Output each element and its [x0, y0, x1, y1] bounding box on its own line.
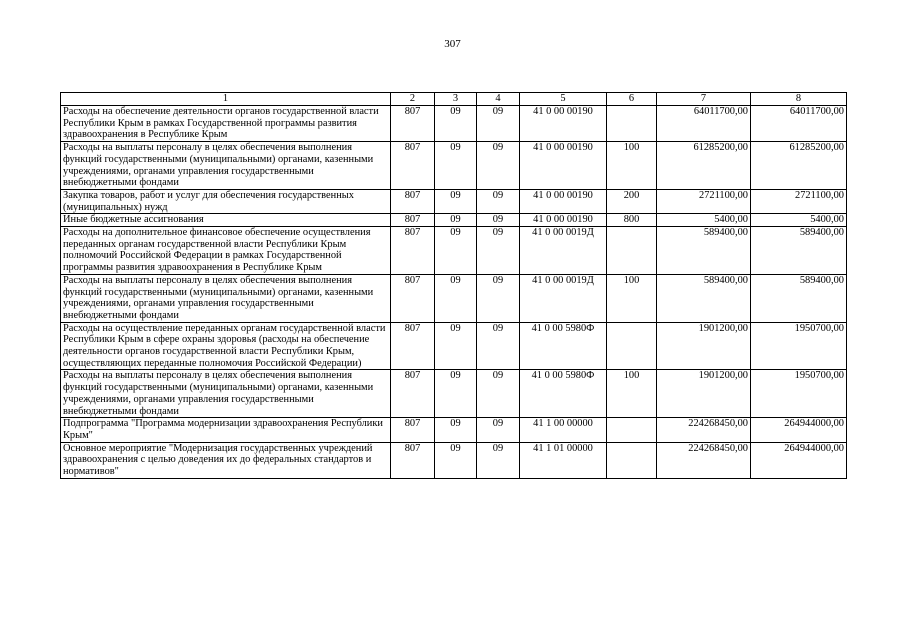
table-row — [61, 442, 847, 478]
row-code-6: 800 — [607, 214, 657, 227]
row-code-2: 807 — [391, 227, 435, 275]
header-cell-7: 7 — [657, 93, 751, 106]
row-amount-7: 64011700,00 — [657, 106, 751, 142]
row-code-2: 807 — [391, 142, 435, 190]
row-code-6 — [607, 106, 657, 142]
row-code-4: 09 — [477, 214, 520, 227]
row-code-4: 09 — [477, 322, 520, 370]
row-code-3: 09 — [435, 370, 477, 418]
table-row — [61, 214, 847, 227]
row-amount-7: 224268450,00 — [657, 418, 751, 442]
row-code-6: 100 — [607, 142, 657, 190]
row-name: Расходы на выплаты персоналу в целях обеспечения выполнения функций государственными (муниципальными) органами, казенными учреждениями, органами управления государственными внебюджетными фондами — [61, 142, 391, 190]
row-name: Расходы на выплаты персоналу в целях обеспечения выполнения функций государственными (муниципальными) органами, казенными учреждениями, органами управления государственными внебюджетными фондами — [61, 274, 391, 322]
row-code-3: 09 — [435, 189, 477, 213]
row-amount-8: 264944000,00 — [751, 418, 847, 442]
row-code-4: 09 — [477, 418, 520, 442]
table-row — [61, 106, 847, 142]
row-code-2: 807 — [391, 322, 435, 370]
row-code-3: 09 — [435, 142, 477, 190]
row-code-5: 41 0 00 00190 — [520, 189, 607, 213]
row-amount-7: 2721100,00 — [657, 189, 751, 213]
budget-table — [60, 92, 847, 479]
row-code-3: 09 — [435, 227, 477, 275]
row-code-5: 41 0 00 5980Ф — [520, 370, 607, 418]
row-amount-7: 589400,00 — [657, 274, 751, 322]
row-code-6: 200 — [607, 189, 657, 213]
row-code-2: 807 — [391, 106, 435, 142]
row-amount-8: 1950700,00 — [751, 370, 847, 418]
row-code-3: 09 — [435, 274, 477, 322]
row-code-2: 807 — [391, 442, 435, 478]
row-code-2: 807 — [391, 189, 435, 213]
row-code-3: 09 — [435, 322, 477, 370]
row-code-6 — [607, 442, 657, 478]
row-code-3: 09 — [435, 418, 477, 442]
row-amount-8: 1950700,00 — [751, 322, 847, 370]
row-code-5: 41 0 00 0019Д — [520, 274, 607, 322]
row-name: Основное мероприятие "Модернизация государственных учреждений здравоохранения с целью доведения их до федеральных стандартов и нормативов" — [61, 442, 391, 478]
header-cell-6: 6 — [607, 93, 657, 106]
header-cell-4: 4 — [477, 93, 520, 106]
table-row — [61, 274, 847, 322]
row-code-2: 807 — [391, 214, 435, 227]
row-code-5: 41 1 01 00000 — [520, 442, 607, 478]
row-amount-7: 1901200,00 — [657, 322, 751, 370]
row-code-6: 100 — [607, 370, 657, 418]
row-code-2: 807 — [391, 274, 435, 322]
row-code-4: 09 — [477, 189, 520, 213]
row-code-4: 09 — [477, 274, 520, 322]
row-amount-7: 589400,00 — [657, 227, 751, 275]
row-code-5: 41 0 00 5980Ф — [520, 322, 607, 370]
row-name: Расходы на осуществление переданных органам государственной власти Республики Крым в сфере охраны здоровья (расходы на обеспечение деятельности органов государственной власти Республики Крым, осуществляющих переданные полномочия Российской Федерации) — [61, 322, 391, 370]
table-row — [61, 227, 847, 275]
row-code-6 — [607, 227, 657, 275]
row-code-5: 41 0 00 0019Д — [520, 227, 607, 275]
row-code-2: 807 — [391, 418, 435, 442]
row-name: Иные бюджетные ассигнования — [61, 214, 391, 227]
row-name: Расходы на обеспечение деятельности органов государственной власти Республики Крым в рамках Государственной программы развития здравоохранения в Республике Крым — [61, 106, 391, 142]
table-row — [61, 189, 847, 213]
table-row — [61, 370, 847, 418]
row-code-4: 09 — [477, 370, 520, 418]
header-cell-8: 8 — [751, 93, 847, 106]
table-row — [61, 418, 847, 442]
page-number: 307 — [444, 38, 461, 50]
row-amount-8: 64011700,00 — [751, 106, 847, 142]
row-code-4: 09 — [477, 442, 520, 478]
row-code-3: 09 — [435, 442, 477, 478]
row-amount-8: 589400,00 — [751, 227, 847, 275]
row-amount-8: 589400,00 — [751, 274, 847, 322]
row-code-4: 09 — [477, 142, 520, 190]
row-code-5: 41 0 00 00190 — [520, 106, 607, 142]
row-amount-8: 61285200,00 — [751, 142, 847, 190]
table-row — [61, 142, 847, 190]
row-amount-7: 224268450,00 — [657, 442, 751, 478]
row-name: Расходы на выплаты персоналу в целях обеспечения выполнения функций государственными (муниципальными) органами, казенными учреждениями, органами управления государственными внебюджетными фондами — [61, 370, 391, 418]
row-amount-7: 61285200,00 — [657, 142, 751, 190]
header-cell-2: 2 — [391, 93, 435, 106]
row-code-4: 09 — [477, 106, 520, 142]
row-name: Закупка товаров, работ и услуг для обеспечения государственных (муниципальных) нужд — [61, 189, 391, 213]
header-row — [61, 93, 847, 106]
row-code-5: 41 0 00 00190 — [520, 142, 607, 190]
row-amount-8: 5400,00 — [751, 214, 847, 227]
row-amount-7: 1901200,00 — [657, 370, 751, 418]
header-cell-3: 3 — [435, 93, 477, 106]
row-code-3: 09 — [435, 214, 477, 227]
row-code-5: 41 0 00 00190 — [520, 214, 607, 227]
row-code-4: 09 — [477, 227, 520, 275]
table-row — [61, 322, 847, 370]
row-name: Расходы на дополнительное финансовое обеспечение осуществления переданных органам государственной власти Республики Крым полномочий Российской Федерации в рамках Государственной программы развития здравоохранения в Республике Крым — [61, 227, 391, 275]
row-code-5: 41 1 00 00000 — [520, 418, 607, 442]
row-code-6 — [607, 418, 657, 442]
header-cell-5: 5 — [520, 93, 607, 106]
header-cell-1: 1 — [61, 93, 391, 106]
row-code-3: 09 — [435, 106, 477, 142]
row-amount-8: 264944000,00 — [751, 442, 847, 478]
row-name: Подпрограмма "Программа модернизации здравоохранения Республики Крым" — [61, 418, 391, 442]
row-amount-8: 2721100,00 — [751, 189, 847, 213]
row-code-2: 807 — [391, 370, 435, 418]
row-code-6: 100 — [607, 274, 657, 322]
row-code-6 — [607, 322, 657, 370]
row-amount-7: 5400,00 — [657, 214, 751, 227]
